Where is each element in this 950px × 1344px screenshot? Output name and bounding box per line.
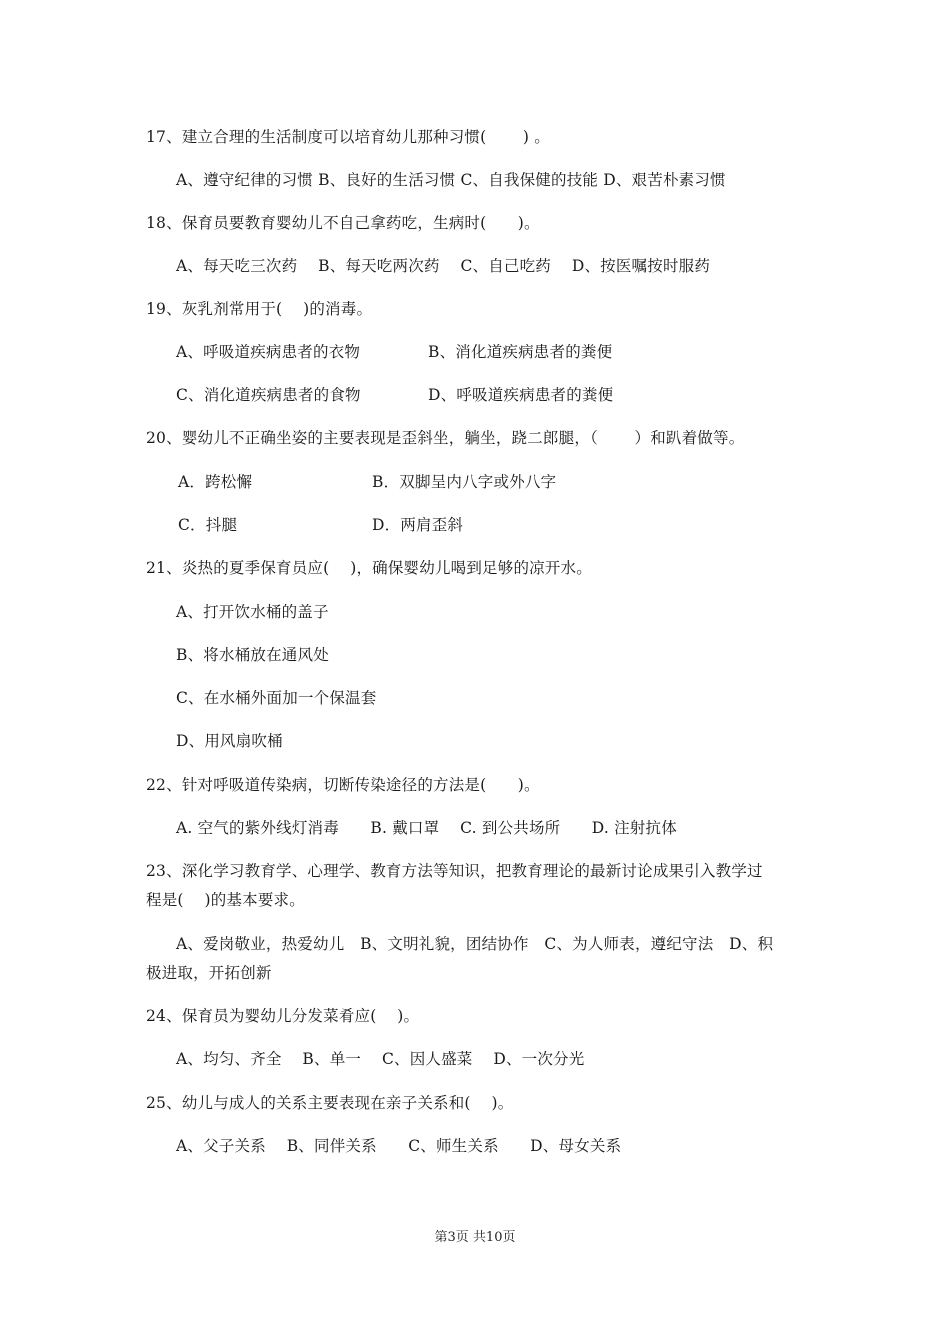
question-20-option-d: D．两肩歪斜 xyxy=(372,516,464,534)
question-21-option-c: C、在水桶外面加一个保温套 xyxy=(176,689,377,707)
question-25-stem: 25、幼儿与成人的关系主要表现在亲子关系和( )。 xyxy=(146,1094,514,1112)
question-23-options-line-2: 极进取，开拓创新 xyxy=(146,964,272,982)
question-23-stem-line-1: 23、深化学习教育学、心理学、教育方法等知识，把教育理论的最新讨论成果引入教学过 xyxy=(146,862,763,880)
question-25-options: A、父子关系 B、同伴关系 C、师生关系 D、母女关系 xyxy=(176,1137,622,1155)
question-20-option-b: B．双脚呈内八字或外八字 xyxy=(372,473,557,491)
question-23-options-line-1: A、爱岗敬业，热爱幼儿 B、文明礼貌，团结协作 C、为人师表，遵纪守法 D、积 xyxy=(176,935,774,953)
question-19-stem: 19、灰乳剂常用于( )的消毒。 xyxy=(146,300,373,318)
question-18-stem: 18、保育员要教育婴幼儿不自己拿药吃，生病时( )。 xyxy=(146,214,540,232)
question-19-option-d: D、呼吸道疾病患者的粪便 xyxy=(428,386,614,404)
question-22-options: A. 空气的紫外线灯消毒 B. 戴口罩 C. 到公共场所 D. 注射抗体 xyxy=(176,819,677,837)
question-24-options: A、均匀、齐全 B、单一 C、因人盛菜 D、一次分光 xyxy=(176,1050,585,1068)
question-18-options: A、每天吃三次药 B、每天吃两次药 C、自己吃药 D、按医嘱按时服药 xyxy=(176,257,711,275)
question-21-stem: 21、炎热的夏季保育员应( )，确保婴幼儿喝到足够的凉开水。 xyxy=(146,559,592,577)
page-number: 第3页 共10页 xyxy=(434,1230,516,1245)
question-21-option-a: A、打开饮水桶的盖子 xyxy=(176,603,329,621)
question-20-stem: 20、婴幼儿不正确坐姿的主要表现是歪斜坐，躺坐，跷二郎腿，（ ）和趴着做等。 xyxy=(146,429,745,447)
question-21-option-b: B、将水桶放在通风处 xyxy=(176,646,329,664)
question-23-stem-line-2: 程是( )的基本要求。 xyxy=(146,891,305,909)
question-20-option-a: A．跨松懈 xyxy=(178,473,253,491)
question-19-option-c: C、消化道疾病患者的食物 xyxy=(176,386,361,404)
question-20-option-c: C．抖腿 xyxy=(178,516,238,534)
question-19-option-b: B、消化道疾病患者的粪便 xyxy=(428,343,613,361)
question-17-options: A、遵守纪律的习惯 B、良好的生活习惯 C、自我保健的技能 D、艰苦朴素习惯 xyxy=(176,171,726,189)
question-21-option-d: D、用风扇吹桶 xyxy=(176,732,283,750)
question-22-stem: 22、针对呼吸道传染病，切断传染途径的方法是( )。 xyxy=(146,776,540,794)
question-24-stem: 24、保育员为婴幼儿分发菜肴应( )。 xyxy=(146,1007,420,1025)
question-19-option-a: A、呼吸道疾病患者的衣物 xyxy=(176,343,361,361)
question-17-stem: 17、建立合理的生活制度可以培育幼儿那种习惯( ) 。 xyxy=(146,128,550,146)
